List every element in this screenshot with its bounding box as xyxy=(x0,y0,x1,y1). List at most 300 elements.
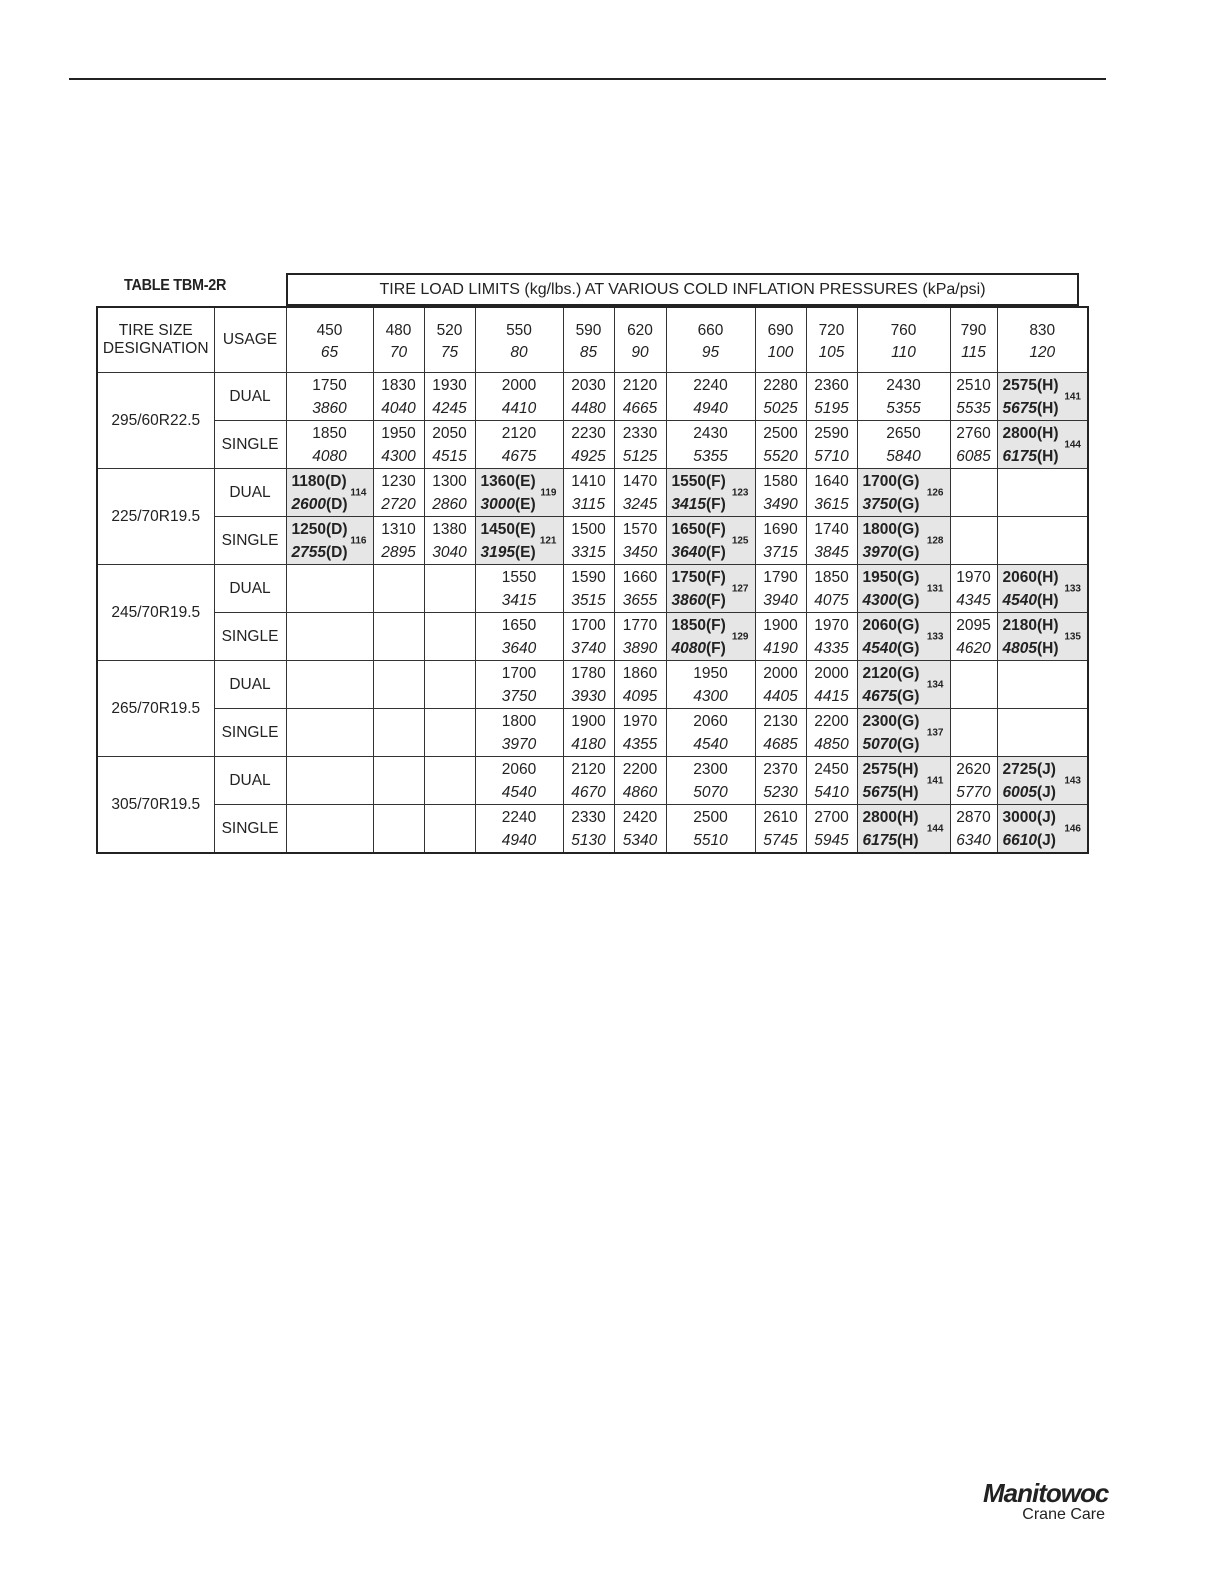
load-lb xyxy=(374,493,424,516)
load-lb xyxy=(476,685,563,708)
load-cell xyxy=(614,757,666,805)
load-kg: 2700 xyxy=(814,808,849,826)
load-lb xyxy=(564,493,614,516)
load-lb-value: 4620 xyxy=(956,639,991,657)
pressure-header xyxy=(997,307,1088,373)
load-kg: 1700(G) xyxy=(862,472,920,490)
load-lb-value: 3040 xyxy=(432,543,467,561)
load-lb xyxy=(476,829,563,852)
load-lb xyxy=(951,397,997,420)
load-kg: 1360(E) xyxy=(480,472,536,490)
load-lb xyxy=(564,637,614,660)
load-lb-value: 5130 xyxy=(571,831,606,849)
usage-cell: DUAL xyxy=(214,373,286,421)
load-cell xyxy=(755,565,806,613)
load-cell xyxy=(424,709,475,757)
load-lb-value: 3860 xyxy=(312,399,347,417)
load-cell xyxy=(563,469,614,517)
load-cell xyxy=(475,517,563,565)
load-lb-suffix: (H) xyxy=(1036,399,1059,417)
load-lb-value: 3750 xyxy=(862,495,897,513)
load-lb-value: 3715 xyxy=(763,543,798,561)
load-lb-value: 5745 xyxy=(763,831,798,849)
load-lb xyxy=(667,733,755,756)
load-cell xyxy=(563,373,614,421)
load-cell xyxy=(806,421,857,469)
load-cell xyxy=(424,517,475,565)
load-lb-value: 4345 xyxy=(956,591,991,609)
load-kg: 1590 xyxy=(571,568,606,586)
load-kg: 1790 xyxy=(763,568,798,586)
load-cell xyxy=(755,469,806,517)
load-cell xyxy=(806,661,857,709)
load-kg: 2510 xyxy=(956,376,991,394)
usage-cell: SINGLE xyxy=(214,421,286,469)
load-lb xyxy=(374,541,424,564)
load-kg: 2230 xyxy=(571,424,606,442)
load-lb xyxy=(615,541,666,564)
load-lb-value: 3000 xyxy=(480,495,515,513)
load-cell xyxy=(475,421,563,469)
load-cell xyxy=(424,469,475,517)
load-lb xyxy=(807,445,857,468)
table-row xyxy=(97,421,1088,469)
load-kg: 1850 xyxy=(814,568,849,586)
load-cell xyxy=(666,421,755,469)
load-kg: 2370 xyxy=(763,760,798,778)
pressure-psi: 65 xyxy=(320,344,339,361)
load-cell xyxy=(857,421,950,469)
load-kg: 2590 xyxy=(814,424,849,442)
load-kg: 1690 xyxy=(763,520,798,538)
load-lb-suffix: (J) xyxy=(1036,783,1056,801)
load-cell xyxy=(614,421,666,469)
load-cell xyxy=(950,517,997,565)
load-cell xyxy=(563,421,614,469)
load-cell xyxy=(997,517,1088,565)
load-lb-value: 4040 xyxy=(381,399,416,417)
load-lb-value: 4540 xyxy=(693,735,728,753)
table-row xyxy=(97,469,1088,517)
load-cell xyxy=(857,709,950,757)
load-lb-value: 3890 xyxy=(622,639,658,657)
load-cell xyxy=(755,373,806,421)
load-cell xyxy=(373,709,424,757)
load-cell xyxy=(806,757,857,805)
load-kg: 2500 xyxy=(693,808,728,826)
pressure-kpa: 480 xyxy=(385,322,412,339)
load-lb-suffix: (G) xyxy=(896,687,920,705)
pressure-kpa: 620 xyxy=(627,322,653,339)
load-lb xyxy=(287,445,373,468)
load-kg: 2060 xyxy=(501,760,537,778)
load-cell xyxy=(950,469,997,517)
table-row xyxy=(97,805,1088,854)
pressure-kpa: 520 xyxy=(436,322,463,339)
load-lb-value: 4405 xyxy=(763,687,798,705)
load-kg: 2120(G) xyxy=(862,664,920,682)
load-lb xyxy=(807,541,857,564)
load-lb-suffix: (G) xyxy=(896,495,920,513)
load-kg: 1580 xyxy=(763,472,798,490)
load-lb xyxy=(615,397,666,420)
load-index: 123 xyxy=(731,487,749,498)
load-cell xyxy=(563,805,614,854)
load-lb xyxy=(615,637,666,660)
load-lb-value: 5070 xyxy=(862,735,897,753)
load-kg: 1300 xyxy=(432,472,467,490)
load-lb-value: 5410 xyxy=(814,783,849,801)
load-kg: 2120 xyxy=(571,760,606,778)
load-kg: 1970 xyxy=(814,616,849,634)
load-lb xyxy=(951,445,997,468)
load-lb-value: 4925 xyxy=(571,447,606,465)
load-lb-suffix: (F) xyxy=(705,495,726,513)
load-lb xyxy=(756,829,806,852)
load-lb-suffix: (F) xyxy=(705,591,726,609)
load-kg: 2130 xyxy=(763,712,798,730)
tire-size-cell: 265/70R19.5 xyxy=(97,661,214,757)
load-lb xyxy=(564,685,614,708)
load-lb xyxy=(807,733,857,756)
pressure-psi: 115 xyxy=(961,344,986,361)
load-kg: 1970 xyxy=(622,712,658,730)
load-lb xyxy=(615,589,666,612)
load-cell xyxy=(475,757,563,805)
load-cell xyxy=(997,661,1088,709)
load-cell xyxy=(614,517,666,565)
load-kg: 1180(D) xyxy=(291,472,347,490)
load-cell xyxy=(563,661,614,709)
load-lb-value: 4245 xyxy=(432,399,467,417)
load-cell xyxy=(475,661,563,709)
usage-cell: DUAL xyxy=(214,757,286,805)
load-kg: 1380 xyxy=(432,520,467,538)
load-lb-suffix: (G) xyxy=(896,543,920,561)
load-cell xyxy=(755,805,806,854)
pressure-kpa: 590 xyxy=(575,322,602,339)
load-lb xyxy=(807,397,857,420)
load-lb xyxy=(951,781,997,804)
load-kg: 2360 xyxy=(814,376,849,394)
load-kg: 1450(E) xyxy=(480,520,536,538)
load-cell xyxy=(950,805,997,854)
logo-wordmark: Manitowoc xyxy=(983,1478,1109,1508)
load-lb-value: 5355 xyxy=(886,399,921,417)
load-kg: 1650(F) xyxy=(671,520,726,538)
load-cell xyxy=(857,757,950,805)
load-cell xyxy=(666,469,755,517)
header-row xyxy=(97,307,1088,373)
load-cell xyxy=(666,565,755,613)
pressure-psi: 100 xyxy=(767,344,794,361)
load-lb-value: 4805 xyxy=(1002,639,1037,657)
load-cell xyxy=(614,709,666,757)
load-kg: 1310 xyxy=(381,520,416,538)
load-lb-value: 4335 xyxy=(814,639,849,657)
load-cell xyxy=(424,421,475,469)
load-cell xyxy=(997,421,1088,469)
load-lb-value: 5945 xyxy=(814,831,849,849)
pressure-header xyxy=(424,307,475,373)
pressure-psi: 90 xyxy=(631,344,649,361)
load-kg: 1850(F) xyxy=(671,616,726,634)
load-lb-value: 3450 xyxy=(622,543,658,561)
load-lb-value: 4540 xyxy=(862,639,897,657)
load-lb-value: 2895 xyxy=(381,543,416,561)
load-kg: 2610 xyxy=(763,808,798,826)
load-lb-value: 5770 xyxy=(956,783,991,801)
load-kg: 2420 xyxy=(622,808,658,826)
load-index: 116 xyxy=(350,535,367,546)
load-lb-value: 4670 xyxy=(571,783,606,801)
load-kg: 2330 xyxy=(622,424,658,442)
load-lb-suffix: (D) xyxy=(325,495,348,513)
load-lb xyxy=(425,493,475,516)
load-kg: 2430 xyxy=(693,424,728,442)
load-lb xyxy=(425,445,475,468)
load-cell xyxy=(286,613,373,661)
load-lb-value: 3930 xyxy=(571,687,606,705)
load-cell xyxy=(424,805,475,854)
load-lb-value: 5840 xyxy=(886,447,921,465)
load-cell xyxy=(950,373,997,421)
pressure-kpa: 720 xyxy=(818,322,845,339)
load-lb-value: 4540 xyxy=(1002,591,1037,609)
load-lb-value: 3195 xyxy=(480,543,515,561)
load-lb-value: 4860 xyxy=(622,783,658,801)
tire-size-cell: 295/60R22.5 xyxy=(97,373,214,469)
load-lb xyxy=(858,397,950,420)
load-lb-value: 6085 xyxy=(956,447,991,465)
table-row xyxy=(97,661,1088,709)
load-cell xyxy=(373,613,424,661)
load-cell xyxy=(286,757,373,805)
load-lb-value: 4300 xyxy=(693,687,728,705)
load-index: 127 xyxy=(731,583,749,594)
load-index: 141 xyxy=(926,775,944,786)
load-lb xyxy=(667,445,755,468)
load-lb xyxy=(807,781,857,804)
load-kg: 2450 xyxy=(814,760,849,778)
load-kg: 2800(H) xyxy=(1002,424,1059,442)
load-cell xyxy=(755,757,806,805)
load-lb-value: 3615 xyxy=(814,495,849,513)
load-cell xyxy=(614,565,666,613)
load-kg: 3000(J) xyxy=(1002,808,1056,826)
load-lb-value: 2720 xyxy=(381,495,416,513)
tire-size-cell: 245/70R19.5 xyxy=(97,565,214,661)
load-lb-value: 4080 xyxy=(312,447,347,465)
load-kg: 2060(G) xyxy=(862,616,920,634)
load-cell xyxy=(373,661,424,709)
load-lb xyxy=(756,493,806,516)
load-kg: 1800 xyxy=(501,712,537,730)
load-kg: 2575(H) xyxy=(862,760,919,778)
load-cell xyxy=(806,565,857,613)
load-lb-value: 6175 xyxy=(1002,447,1037,465)
load-kg: 1660 xyxy=(622,568,658,586)
load-kg: 2000 xyxy=(763,664,798,682)
pressure-header xyxy=(373,307,424,373)
load-kg: 1970 xyxy=(956,568,991,586)
load-cell xyxy=(563,517,614,565)
load-lb xyxy=(667,397,755,420)
load-kg: 1830 xyxy=(381,376,416,394)
load-lb-value: 3640 xyxy=(501,639,537,657)
usage-cell: SINGLE xyxy=(214,805,286,854)
tire-size-cell: 305/70R19.5 xyxy=(97,757,214,854)
load-kg: 2240 xyxy=(693,376,728,394)
load-cell xyxy=(286,517,373,565)
load-lb-value: 6340 xyxy=(956,831,991,849)
load-lb xyxy=(756,685,806,708)
load-kg: 1570 xyxy=(622,520,658,538)
load-lb xyxy=(476,445,563,468)
pressure-header xyxy=(666,307,755,373)
load-lb-value: 4075 xyxy=(814,591,849,609)
load-cell xyxy=(666,661,755,709)
load-lb xyxy=(667,685,755,708)
load-lb-value: 5125 xyxy=(622,447,658,465)
load-kg: 1770 xyxy=(622,616,658,634)
load-kg: 1950(G) xyxy=(862,568,920,586)
table-row xyxy=(97,613,1088,661)
usage-cell: DUAL xyxy=(214,565,286,613)
usage-cell: SINGLE xyxy=(214,709,286,757)
pressure-kpa: 550 xyxy=(506,322,532,339)
pressure-header xyxy=(563,307,614,373)
load-kg: 2200 xyxy=(814,712,849,730)
load-cell xyxy=(475,373,563,421)
tire-size-header: TIRE SIZE DESIGNATION xyxy=(97,307,214,373)
table-row xyxy=(97,757,1088,805)
load-cell xyxy=(286,661,373,709)
load-kg: 1230 xyxy=(381,472,416,490)
load-cell xyxy=(286,709,373,757)
load-kg: 2650 xyxy=(886,424,921,442)
load-cell xyxy=(666,613,755,661)
load-lb xyxy=(667,781,755,804)
load-index: 146 xyxy=(1064,823,1081,834)
load-cell xyxy=(614,469,666,517)
load-lb-value: 5340 xyxy=(622,831,658,849)
load-cell xyxy=(614,613,666,661)
load-lb xyxy=(564,445,614,468)
load-kg: 2620 xyxy=(956,760,991,778)
load-index: 121 xyxy=(539,535,557,546)
load-index: 128 xyxy=(926,535,944,546)
load-cell xyxy=(806,613,857,661)
load-cell xyxy=(286,565,373,613)
load-kg: 2430 xyxy=(886,376,921,394)
load-lb xyxy=(756,541,806,564)
load-lb-value: 2860 xyxy=(432,495,467,513)
load-kg: 2060(H) xyxy=(1002,568,1059,586)
load-lb-value: 4180 xyxy=(571,735,606,753)
load-lb-value: 4940 xyxy=(501,831,537,849)
load-lb-suffix: (H) xyxy=(1036,447,1059,465)
load-cell xyxy=(666,757,755,805)
load-kg: 1410 xyxy=(571,472,606,490)
load-lb xyxy=(807,685,857,708)
load-kg: 1470 xyxy=(622,472,658,490)
load-kg: 1860 xyxy=(622,664,658,682)
pressure-header xyxy=(286,307,373,373)
load-cell xyxy=(806,517,857,565)
load-cell xyxy=(614,661,666,709)
pressure-psi: 110 xyxy=(891,344,916,361)
load-cell xyxy=(475,565,563,613)
load-lb xyxy=(374,445,424,468)
load-lb-value: 4355 xyxy=(622,735,658,753)
load-kg: 1900 xyxy=(763,616,798,634)
load-cell xyxy=(857,373,950,421)
pressure-psi: 105 xyxy=(818,344,845,361)
load-lb-value: 5675 xyxy=(862,783,897,801)
load-cell xyxy=(424,613,475,661)
load-lb xyxy=(476,589,563,612)
load-index: 135 xyxy=(1064,631,1081,642)
load-lb-suffix: (H) xyxy=(1036,639,1059,657)
load-kg: 1550 xyxy=(501,568,537,586)
table-row xyxy=(97,373,1088,421)
load-kg: 1650 xyxy=(501,616,537,634)
load-lb xyxy=(807,637,857,660)
load-lb-value: 4300 xyxy=(381,447,416,465)
load-lb xyxy=(756,445,806,468)
load-lb xyxy=(615,685,666,708)
load-lb-suffix: (E) xyxy=(514,543,536,561)
load-cell xyxy=(997,757,1088,805)
load-lb xyxy=(564,397,614,420)
load-lb xyxy=(667,829,755,852)
load-lb-value: 4080 xyxy=(671,639,706,657)
load-lb xyxy=(287,397,373,420)
load-lb xyxy=(564,829,614,852)
pressure-psi: 95 xyxy=(701,344,720,361)
load-lb-value: 4540 xyxy=(501,783,537,801)
load-cell xyxy=(755,421,806,469)
load-cell xyxy=(806,709,857,757)
load-cell xyxy=(997,709,1088,757)
load-lb-value: 4410 xyxy=(501,399,537,417)
load-lb xyxy=(615,493,666,516)
pressure-psi: 75 xyxy=(440,344,459,361)
load-index: 126 xyxy=(926,487,944,498)
load-lb-value: 3115 xyxy=(571,495,606,513)
load-lb-value: 3845 xyxy=(814,543,849,561)
load-index: 133 xyxy=(926,631,944,642)
load-lb-value: 3655 xyxy=(622,591,658,609)
load-lb-value: 5230 xyxy=(763,783,798,801)
load-lb-suffix: (F) xyxy=(705,639,726,657)
load-lb-value: 3970 xyxy=(501,735,537,753)
load-cell xyxy=(373,565,424,613)
load-lb-value: 2755 xyxy=(291,543,326,561)
pressure-header xyxy=(806,307,857,373)
load-lb-suffix: (G) xyxy=(896,639,920,657)
load-kg: 1950 xyxy=(693,664,728,682)
load-cell xyxy=(997,373,1088,421)
load-cell xyxy=(614,805,666,854)
load-lb-value: 4190 xyxy=(763,639,798,657)
load-kg: 2300(G) xyxy=(862,712,920,730)
load-cell xyxy=(614,373,666,421)
load-kg: 1740 xyxy=(814,520,849,538)
load-kg: 2000 xyxy=(814,664,849,682)
load-lb-value: 5025 xyxy=(763,399,798,417)
